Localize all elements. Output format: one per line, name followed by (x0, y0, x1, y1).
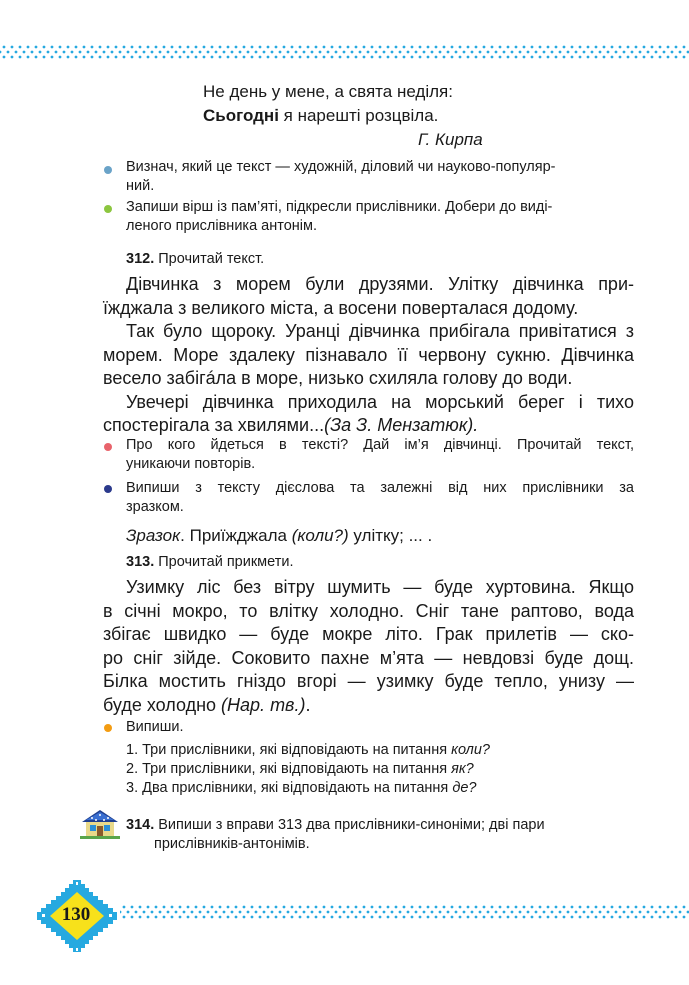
poem-author: Г. Кирпа (418, 130, 483, 149)
exercise-314: 314. Випиши з вправи 313 два прислівники-синоніми; дві пари прислівників-антонімів. (126, 817, 545, 852)
bullet-navy (104, 485, 112, 493)
top-ornament-border (0, 44, 689, 60)
bullet-red (104, 443, 112, 451)
source-313: (Нар. тв.) (221, 694, 306, 715)
list-item: 1. Три прислівники, які відповідають на питання коли? (126, 742, 490, 758)
page-number: 130 (61, 904, 91, 925)
list-item: 3. Два прислівники, які відповідають на питання де? (126, 780, 477, 796)
bullet-orange (104, 724, 112, 732)
poem-line-2 (203, 104, 438, 128)
bullet-green (104, 205, 112, 213)
exercise-312-text: Дівчинка з морем були друзями. Улітку дівчинка при- їжджала з великого міста, а восени поверталася додому. Так було щороку. Уранці дівчинка прибігала привітатися з морем. Море здалеку пізнавало її червону сукню. Дівчинка весело забігáла в море, низько схиляла голову до води. Увечері дівчинка приходила на морський берег і тихо спостерігала за хвилями...(За З. Мензатюк). (103, 274, 634, 435)
task-write-poem: Запиши вірш із пам’яті, підкресли прислівники. Добери до виді- леного прислівника антонім. (126, 199, 553, 234)
poem-line-2-rest: я нарешті розцвіла. (278, 106, 439, 125)
poem-line-1: Не день у мене, а свята неділя: (203, 82, 453, 101)
sample-line: Зразок. Приїжджала (коли?) улітку; ... . (126, 526, 433, 545)
exercise-313-text: Узимку ліс без вітру шумить — буде хуртовина. Якщо в січні мокро, то влітку холодно. Сніг тане раптово, вода збігає швидко — буде мокре літо. Грак прилетів — ско- ро сніг зійде. Соковито пахне м’ята — невдовзі буде дощ. Білка мостить гніздо вгорі — узимку буде тепло, унизу — буде холодно (Нар. тв.). (103, 577, 634, 715)
exercise-312-header: 312. Прочитай текст. (126, 251, 265, 267)
task-312-write: Випиши з тексту дієслова та залежні від них прислівники за зразком. (126, 480, 634, 515)
bullet-teal (104, 166, 112, 174)
source-312: (За З. Мензатюк). (324, 415, 479, 435)
house-icon (78, 808, 122, 840)
poem-bold-word: Сьогодні (203, 106, 279, 125)
task-312-who: Про кого йдеться в тексті? Дай ім’я дівчинці. Прочитай текст, уникаючи повторів. (126, 437, 634, 472)
list-item: 2. Три прислівники, які відповідають на питання як? (126, 761, 474, 777)
bottom-ornament-border (120, 904, 689, 920)
task-313-items (126, 741, 490, 798)
task-text-type: Визнач, який це текст — художній, діловий чи науково-популяр- ний. (126, 159, 556, 194)
task-313-label: Випиши. (126, 719, 184, 735)
exercise-313-header: 313. Прочитай прикмети. (126, 554, 294, 570)
